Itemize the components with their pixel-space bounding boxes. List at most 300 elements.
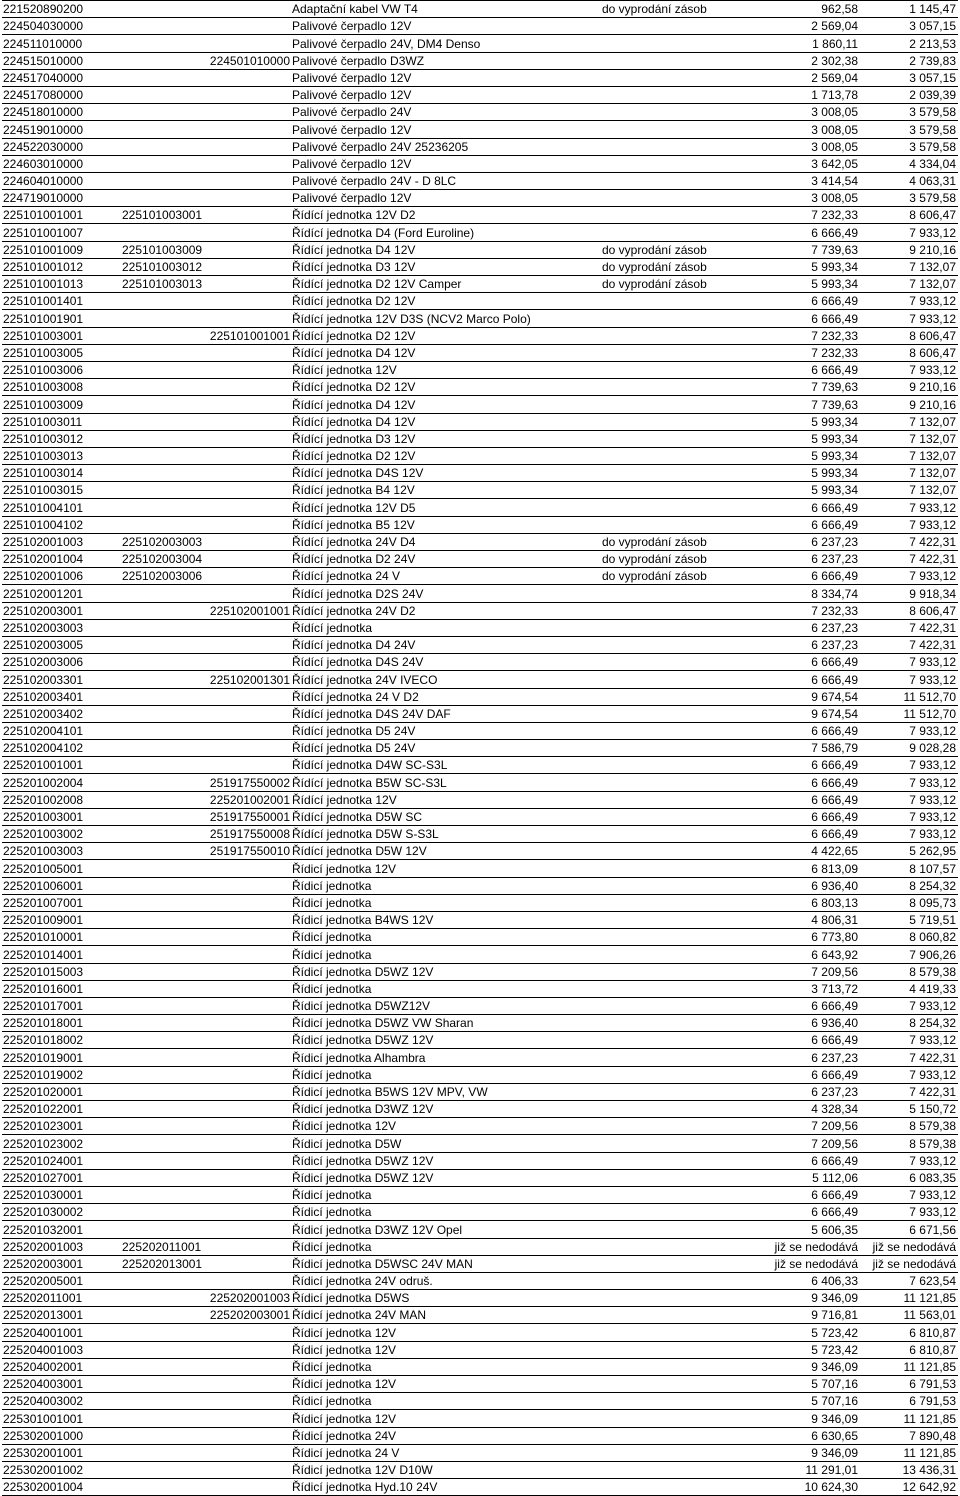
item-name-cell: Řídící jednotka D3 12V: [292, 258, 602, 275]
price-without-vat-cell: 6 666,49: [772, 1066, 860, 1083]
item-name-cell: Řídicí jednotka D5WSC 24V MAN: [292, 1255, 602, 1272]
price-without-vat-cell: 6 666,49: [772, 808, 860, 825]
price-with-vat-cell: 7 132,07: [860, 276, 958, 293]
price-without-vat-cell: 5 707,16: [772, 1376, 860, 1393]
price-without-vat-cell: 2 569,04: [772, 18, 860, 35]
replacement-code-cell: 225202001003: [102, 1290, 292, 1307]
item-name-cell: Řídící jednotka D2 12V: [292, 379, 602, 396]
replacement-code-cell: 225202011001: [102, 1238, 292, 1255]
price-with-vat-cell: 11 121,85: [860, 1444, 958, 1461]
price-with-vat-cell: 7 132,07: [860, 430, 958, 447]
price-with-vat-cell: 5 719,51: [860, 911, 958, 928]
price-without-vat-cell: 1 860,11: [772, 35, 860, 52]
price-with-vat-cell: 2 039,39: [860, 86, 958, 103]
availability-note-cell: [602, 430, 772, 447]
price-with-vat-cell: 11 121,85: [860, 1290, 958, 1307]
price-without-vat-cell: 7 232,33: [772, 327, 860, 344]
item-code-cell: 225301001001: [2, 1410, 102, 1427]
price-with-vat-cell: 9 210,16: [860, 396, 958, 413]
price-without-vat-cell: 6 237,23: [772, 551, 860, 568]
price-with-vat-cell: 7 933,12: [860, 1032, 958, 1049]
replacement-code-cell: [102, 1444, 292, 1461]
price-list-table: [2, 0, 958, 1496]
item-name-cell: Řídící jednotka 12V D2: [292, 207, 602, 224]
table-row: [2, 86, 958, 103]
price-with-vat-cell: 4 063,31: [860, 172, 958, 189]
price-with-vat-cell: 2 213,53: [860, 35, 958, 52]
item-code-cell: 225101003009: [2, 396, 102, 413]
price-without-vat-cell: 6 666,49: [772, 224, 860, 241]
table-row: [2, 18, 958, 35]
replacement-code-cell: [102, 963, 292, 980]
item-code-cell: 225201019001: [2, 1049, 102, 1066]
availability-note-cell: [602, 877, 772, 894]
item-code-cell: 225102003001: [2, 602, 102, 619]
item-name-cell: Palivové čerpadlo 24V - D 8LC: [292, 172, 602, 189]
item-code-cell: 225101004101: [2, 499, 102, 516]
replacement-code-cell: [102, 997, 292, 1014]
item-name-cell: Řídící jednotka D5 24V: [292, 740, 602, 757]
table-row: [2, 963, 958, 980]
item-name-cell: Palivové čerpadlo 24V, DM4 Denso: [292, 35, 602, 52]
table-row: [2, 241, 958, 258]
table-row: [2, 757, 958, 774]
availability-note-cell: [602, 516, 772, 533]
item-name-cell: Řídící jednotka B5 12V: [292, 516, 602, 533]
price-with-vat-cell: 6 791,53: [860, 1376, 958, 1393]
availability-note-cell: [602, 293, 772, 310]
availability-note-cell: [602, 860, 772, 877]
replacement-code-cell: [102, 35, 292, 52]
availability-note-cell: [602, 35, 772, 52]
price-with-vat-cell: 7 933,12: [860, 722, 958, 739]
price-without-vat-cell: 6 666,49: [772, 671, 860, 688]
table-row: [2, 1427, 958, 1444]
replacement-code-cell: [102, 705, 292, 722]
item-name-cell: Řídící jednotka D3 12V: [292, 430, 602, 447]
price-without-vat-cell: 6 666,49: [772, 791, 860, 808]
price-with-vat-cell: 7 933,12: [860, 1186, 958, 1203]
price-with-vat-cell: 7 132,07: [860, 482, 958, 499]
availability-note-cell: [602, 636, 772, 653]
price-with-vat-cell: 7 623,54: [860, 1272, 958, 1289]
table-row: [2, 121, 958, 138]
price-with-vat-cell: 7 933,12: [860, 499, 958, 516]
replacement-code-cell: [102, 585, 292, 602]
item-code-cell: 225202005001: [2, 1272, 102, 1289]
price-with-vat-cell: 3 057,15: [860, 18, 958, 35]
item-name-cell: Řídicí jednotka: [292, 1238, 602, 1255]
item-name-cell: Řídící jednotka 24 V: [292, 568, 602, 585]
availability-note-cell: [602, 911, 772, 928]
replacement-code-cell: [102, 654, 292, 671]
replacement-code-cell: 225202003001: [102, 1307, 292, 1324]
availability-note-cell: [602, 602, 772, 619]
price-without-vat-cell: 9 346,09: [772, 1358, 860, 1375]
item-code-cell: 225201017001: [2, 997, 102, 1014]
price-without-vat-cell: 7 739,63: [772, 396, 860, 413]
replacement-code-cell: [102, 310, 292, 327]
item-code-cell: 225101001013: [2, 276, 102, 293]
table-row: [2, 1238, 958, 1255]
availability-note-cell: [602, 379, 772, 396]
price-without-vat-cell: 3 642,05: [772, 155, 860, 172]
availability-note-cell: do vyprodání zásob: [602, 1, 772, 18]
replacement-code-cell: [102, 190, 292, 207]
table-row: [2, 1032, 958, 1049]
item-code-cell: 224511010000: [2, 35, 102, 52]
price-without-vat-cell: 7 586,79: [772, 740, 860, 757]
table-row: [2, 705, 958, 722]
price-with-vat-cell: 3 579,58: [860, 121, 958, 138]
availability-note-cell: [602, 1135, 772, 1152]
item-name-cell: Řídicí jednotka D3WZ 12V Opel: [292, 1221, 602, 1238]
availability-note-cell: do vyprodání zásob: [602, 533, 772, 550]
price-with-vat-cell: 7 933,12: [860, 654, 958, 671]
replacement-code-cell: [102, 1479, 292, 1496]
item-name-cell: Řídicí jednotka Alhambra: [292, 1049, 602, 1066]
item-code-cell: 225201003001: [2, 808, 102, 825]
availability-note-cell: [602, 997, 772, 1014]
price-with-vat-cell: 4 419,33: [860, 980, 958, 997]
price-list-body: [2, 1, 958, 1496]
price-without-vat-cell: 6 666,49: [772, 826, 860, 843]
price-with-vat-cell: 8 606,47: [860, 327, 958, 344]
availability-note-cell: [602, 172, 772, 189]
replacement-code-cell: [102, 980, 292, 997]
item-name-cell: Palivové čerpadlo 12V: [292, 190, 602, 207]
item-code-cell: 225102001004: [2, 551, 102, 568]
replacement-code-cell: 224501010000: [102, 52, 292, 69]
item-name-cell: Řídicí jednotka 24V: [292, 1427, 602, 1444]
item-name-cell: Řídící jednotka D2S 24V: [292, 585, 602, 602]
price-without-vat-cell: 2 302,38: [772, 52, 860, 69]
table-row: [2, 499, 958, 516]
availability-note-cell: [602, 929, 772, 946]
item-name-cell: Řídicí jednotka: [292, 1186, 602, 1203]
item-name-cell: Řídící jednotka D4S 12V: [292, 465, 602, 482]
item-name-cell: Řídící jednotka 12V: [292, 791, 602, 808]
price-without-vat-cell: 6 666,49: [772, 757, 860, 774]
price-without-vat-cell: 7 209,56: [772, 963, 860, 980]
price-with-vat-cell: 7 933,12: [860, 791, 958, 808]
availability-note-cell: [602, 1444, 772, 1461]
item-name-cell: Řídicí jednotka: [292, 929, 602, 946]
item-name-cell: Řídicí jednotka D5WZ 12V: [292, 1169, 602, 1186]
item-name-cell: Řídicí jednotka D5WZ 12V: [292, 1152, 602, 1169]
replacement-code-cell: [102, 447, 292, 464]
table-row: [2, 980, 958, 997]
price-without-vat-cell: 6 666,49: [772, 568, 860, 585]
availability-note-cell: [602, 1238, 772, 1255]
price-without-vat-cell: 3 008,05: [772, 104, 860, 121]
table-row: [2, 860, 958, 877]
table-row: [2, 52, 958, 69]
table-row: [2, 929, 958, 946]
price-with-vat-cell: 8 579,38: [860, 1135, 958, 1152]
price-with-vat-cell: 8 254,32: [860, 877, 958, 894]
item-code-cell: 225201020001: [2, 1083, 102, 1100]
price-with-vat-cell: 8 060,82: [860, 929, 958, 946]
price-without-vat-cell: 5 993,34: [772, 413, 860, 430]
replacement-code-cell: [102, 104, 292, 121]
item-code-cell: 224504030000: [2, 18, 102, 35]
price-without-vat-cell: 6 666,49: [772, 516, 860, 533]
price-without-vat-cell: již se nedodává: [772, 1238, 860, 1255]
item-code-cell: 225102004102: [2, 740, 102, 757]
price-with-vat-cell: 7 933,12: [860, 1066, 958, 1083]
table-row: [2, 1204, 958, 1221]
table-row: [2, 361, 958, 378]
table-row: [2, 1118, 958, 1135]
price-with-vat-cell: 7 906,26: [860, 946, 958, 963]
item-code-cell: 225201005001: [2, 860, 102, 877]
price-without-vat-cell: 5 723,42: [772, 1341, 860, 1358]
price-without-vat-cell: 6 666,49: [772, 997, 860, 1014]
price-without-vat-cell: 6 666,49: [772, 310, 860, 327]
price-without-vat-cell: 7 232,33: [772, 602, 860, 619]
availability-note-cell: [602, 1118, 772, 1135]
item-name-cell: Řídicí jednotka: [292, 1066, 602, 1083]
item-code-cell: 225101001401: [2, 293, 102, 310]
item-code-cell: 225101003012: [2, 430, 102, 447]
replacement-code-cell: [102, 740, 292, 757]
item-name-cell: Řídicí jednotka 12V: [292, 860, 602, 877]
price-without-vat-cell: 5 993,34: [772, 482, 860, 499]
availability-note-cell: [602, 1376, 772, 1393]
price-with-vat-cell: 8 606,47: [860, 207, 958, 224]
price-without-vat-cell: 9 346,09: [772, 1444, 860, 1461]
item-code-cell: 224519010000: [2, 121, 102, 138]
availability-note-cell: [602, 69, 772, 86]
price-with-vat-cell: 8 579,38: [860, 963, 958, 980]
price-without-vat-cell: 4 422,65: [772, 843, 860, 860]
replacement-code-cell: [102, 1341, 292, 1358]
replacement-code-cell: [102, 499, 292, 516]
price-with-vat-cell: 6 083,35: [860, 1169, 958, 1186]
table-row: [2, 344, 958, 361]
price-without-vat-cell: 6 666,49: [772, 774, 860, 791]
item-code-cell: 225101003008: [2, 379, 102, 396]
availability-note-cell: do vyprodání zásob: [602, 276, 772, 293]
item-code-cell: 225204001001: [2, 1324, 102, 1341]
item-name-cell: Palivové čerpadlo 12V: [292, 69, 602, 86]
price-without-vat-cell: 11 291,01: [772, 1461, 860, 1478]
table-row: [2, 1307, 958, 1324]
item-code-cell: 225204003001: [2, 1376, 102, 1393]
item-code-cell: 225102003003: [2, 619, 102, 636]
replacement-code-cell: [102, 465, 292, 482]
price-with-vat-cell: 8 579,38: [860, 1118, 958, 1135]
availability-note-cell: [602, 361, 772, 378]
price-without-vat-cell: 6 630,65: [772, 1427, 860, 1444]
item-code-cell: 225101004102: [2, 516, 102, 533]
table-row: [2, 207, 958, 224]
availability-note-cell: [602, 121, 772, 138]
item-name-cell: Řídicí jednotka 12V: [292, 1376, 602, 1393]
item-name-cell: Palivové čerpadlo 12V: [292, 86, 602, 103]
replacement-code-cell: [102, 430, 292, 447]
table-row: [2, 1393, 958, 1410]
price-with-vat-cell: již se nedodává: [860, 1255, 958, 1272]
replacement-code-cell: 225102001001: [102, 602, 292, 619]
price-without-vat-cell: 3 008,05: [772, 121, 860, 138]
replacement-code-cell: 225101003001: [102, 207, 292, 224]
price-without-vat-cell: 5 993,34: [772, 447, 860, 464]
table-row: [2, 1135, 958, 1152]
replacement-code-cell: [102, 1204, 292, 1221]
price-without-vat-cell: 6 773,80: [772, 929, 860, 946]
table-row: [2, 1255, 958, 1272]
price-without-vat-cell: 6 803,13: [772, 894, 860, 911]
replacement-code-cell: 251917550001: [102, 808, 292, 825]
item-code-cell: 225201019002: [2, 1066, 102, 1083]
price-without-vat-cell: 8 334,74: [772, 585, 860, 602]
item-code-cell: 225101003005: [2, 344, 102, 361]
replacement-code-cell: [102, 1324, 292, 1341]
replacement-code-cell: [102, 1152, 292, 1169]
item-name-cell: Adaptační kabel VW T4: [292, 1, 602, 18]
price-with-vat-cell: 3 057,15: [860, 69, 958, 86]
price-without-vat-cell: 6 666,49: [772, 1152, 860, 1169]
price-with-vat-cell: 9 028,28: [860, 740, 958, 757]
availability-note-cell: [602, 1169, 772, 1186]
replacement-code-cell: 225102003003: [102, 533, 292, 550]
replacement-code-cell: [102, 121, 292, 138]
table-row: [2, 722, 958, 739]
replacement-code-cell: 225102003006: [102, 568, 292, 585]
availability-note-cell: [602, 1307, 772, 1324]
availability-note-cell: [602, 327, 772, 344]
table-row: [2, 172, 958, 189]
price-without-vat-cell: 3 414,54: [772, 172, 860, 189]
replacement-code-cell: 225102001301: [102, 671, 292, 688]
price-with-vat-cell: 4 334,04: [860, 155, 958, 172]
table-row: [2, 1479, 958, 1496]
replacement-code-cell: 251917550008: [102, 826, 292, 843]
item-name-cell: Řídicí jednotka: [292, 1358, 602, 1375]
price-without-vat-cell: 7 232,33: [772, 344, 860, 361]
availability-note-cell: [602, 826, 772, 843]
item-code-cell: 225202013001: [2, 1307, 102, 1324]
price-with-vat-cell: 3 579,58: [860, 190, 958, 207]
table-row: [2, 379, 958, 396]
replacement-code-cell: [102, 1427, 292, 1444]
availability-note-cell: [602, 1290, 772, 1307]
price-with-vat-cell: 9 918,34: [860, 585, 958, 602]
price-with-vat-cell: 7 933,12: [860, 1204, 958, 1221]
price-with-vat-cell: 7 422,31: [860, 533, 958, 550]
price-with-vat-cell: 7 890,48: [860, 1427, 958, 1444]
price-without-vat-cell: 6 666,49: [772, 1204, 860, 1221]
item-code-cell: 225204001003: [2, 1341, 102, 1358]
availability-note-cell: [602, 1049, 772, 1066]
item-code-cell: 224522030000: [2, 138, 102, 155]
item-name-cell: Řídící jednotka B4 12V: [292, 482, 602, 499]
price-with-vat-cell: 7 422,31: [860, 636, 958, 653]
price-without-vat-cell: 6 666,49: [772, 1032, 860, 1049]
availability-note-cell: [602, 155, 772, 172]
price-without-vat-cell: 5 606,35: [772, 1221, 860, 1238]
item-name-cell: Řídící jednotka D5W SC: [292, 808, 602, 825]
availability-note-cell: [602, 740, 772, 757]
replacement-code-cell: [102, 1101, 292, 1118]
item-code-cell: 225101001007: [2, 224, 102, 241]
price-with-vat-cell: 8 606,47: [860, 602, 958, 619]
price-without-vat-cell: 6 666,49: [772, 654, 860, 671]
replacement-code-cell: [102, 1461, 292, 1478]
table-row: [2, 1444, 958, 1461]
item-name-cell: Řídicí jednotka D5WS: [292, 1290, 602, 1307]
replacement-code-cell: [102, 155, 292, 172]
table-row: [2, 774, 958, 791]
replacement-code-cell: [102, 1358, 292, 1375]
table-row: [2, 877, 958, 894]
item-code-cell: 225201002008: [2, 791, 102, 808]
item-name-cell: Řídicí jednotka D5WZ 12V: [292, 963, 602, 980]
item-code-cell: 225302001001: [2, 1444, 102, 1461]
price-without-vat-cell: 2 569,04: [772, 69, 860, 86]
price-with-vat-cell: 7 933,12: [860, 826, 958, 843]
table-row: [2, 447, 958, 464]
item-name-cell: Řídicí jednotka D5WZ VW Sharan: [292, 1015, 602, 1032]
item-code-cell: 225101003011: [2, 413, 102, 430]
replacement-code-cell: [102, 396, 292, 413]
item-name-cell: Řídící jednotka D4S 24V DAF: [292, 705, 602, 722]
table-row: [2, 155, 958, 172]
item-code-cell: 225302001002: [2, 1461, 102, 1478]
table-row: [2, 1324, 958, 1341]
item-name-cell: Řídící jednotka 24V IVECO: [292, 671, 602, 688]
replacement-code-cell: [102, 379, 292, 396]
item-name-cell: Řídicí jednotka: [292, 980, 602, 997]
price-without-vat-cell: 962,58: [772, 1, 860, 18]
table-row: [2, 740, 958, 757]
table-row: [2, 894, 958, 911]
table-row: [2, 791, 958, 808]
availability-note-cell: do vyprodání zásob: [602, 258, 772, 275]
replacement-code-cell: 225101001001: [102, 327, 292, 344]
table-row: [2, 258, 958, 275]
replacement-code-cell: [102, 636, 292, 653]
availability-note-cell: [602, 1324, 772, 1341]
table-row: [2, 1066, 958, 1083]
replacement-code-cell: [102, 1410, 292, 1427]
replacement-code-cell: [102, 482, 292, 499]
price-without-vat-cell: 6 237,23: [772, 533, 860, 550]
price-with-vat-cell: 7 422,31: [860, 551, 958, 568]
item-name-cell: Řídící jednotka 12V D3S (NCV2 Marco Polo): [292, 310, 602, 327]
item-code-cell: 224517080000: [2, 86, 102, 103]
replacement-code-cell: 251917550010: [102, 843, 292, 860]
item-name-cell: Řídicí jednotka: [292, 946, 602, 963]
item-name-cell: Palivové čerpadlo 12V: [292, 121, 602, 138]
item-name-cell: Řídící jednotka D4W SC-S3L: [292, 757, 602, 774]
price-without-vat-cell: 7 209,56: [772, 1135, 860, 1152]
replacement-code-cell: [102, 619, 292, 636]
price-with-vat-cell: 3 579,58: [860, 104, 958, 121]
replacement-code-cell: 225101003009: [102, 241, 292, 258]
table-row: [2, 1410, 958, 1427]
item-name-cell: Řídicí jednotka: [292, 894, 602, 911]
replacement-code-cell: 251917550002: [102, 774, 292, 791]
table-row: [2, 826, 958, 843]
price-with-vat-cell: 7 933,12: [860, 293, 958, 310]
price-without-vat-cell: 6 643,92: [772, 946, 860, 963]
item-code-cell: 225101001009: [2, 241, 102, 258]
item-code-cell: 224517040000: [2, 69, 102, 86]
price-with-vat-cell: 8 606,47: [860, 344, 958, 361]
